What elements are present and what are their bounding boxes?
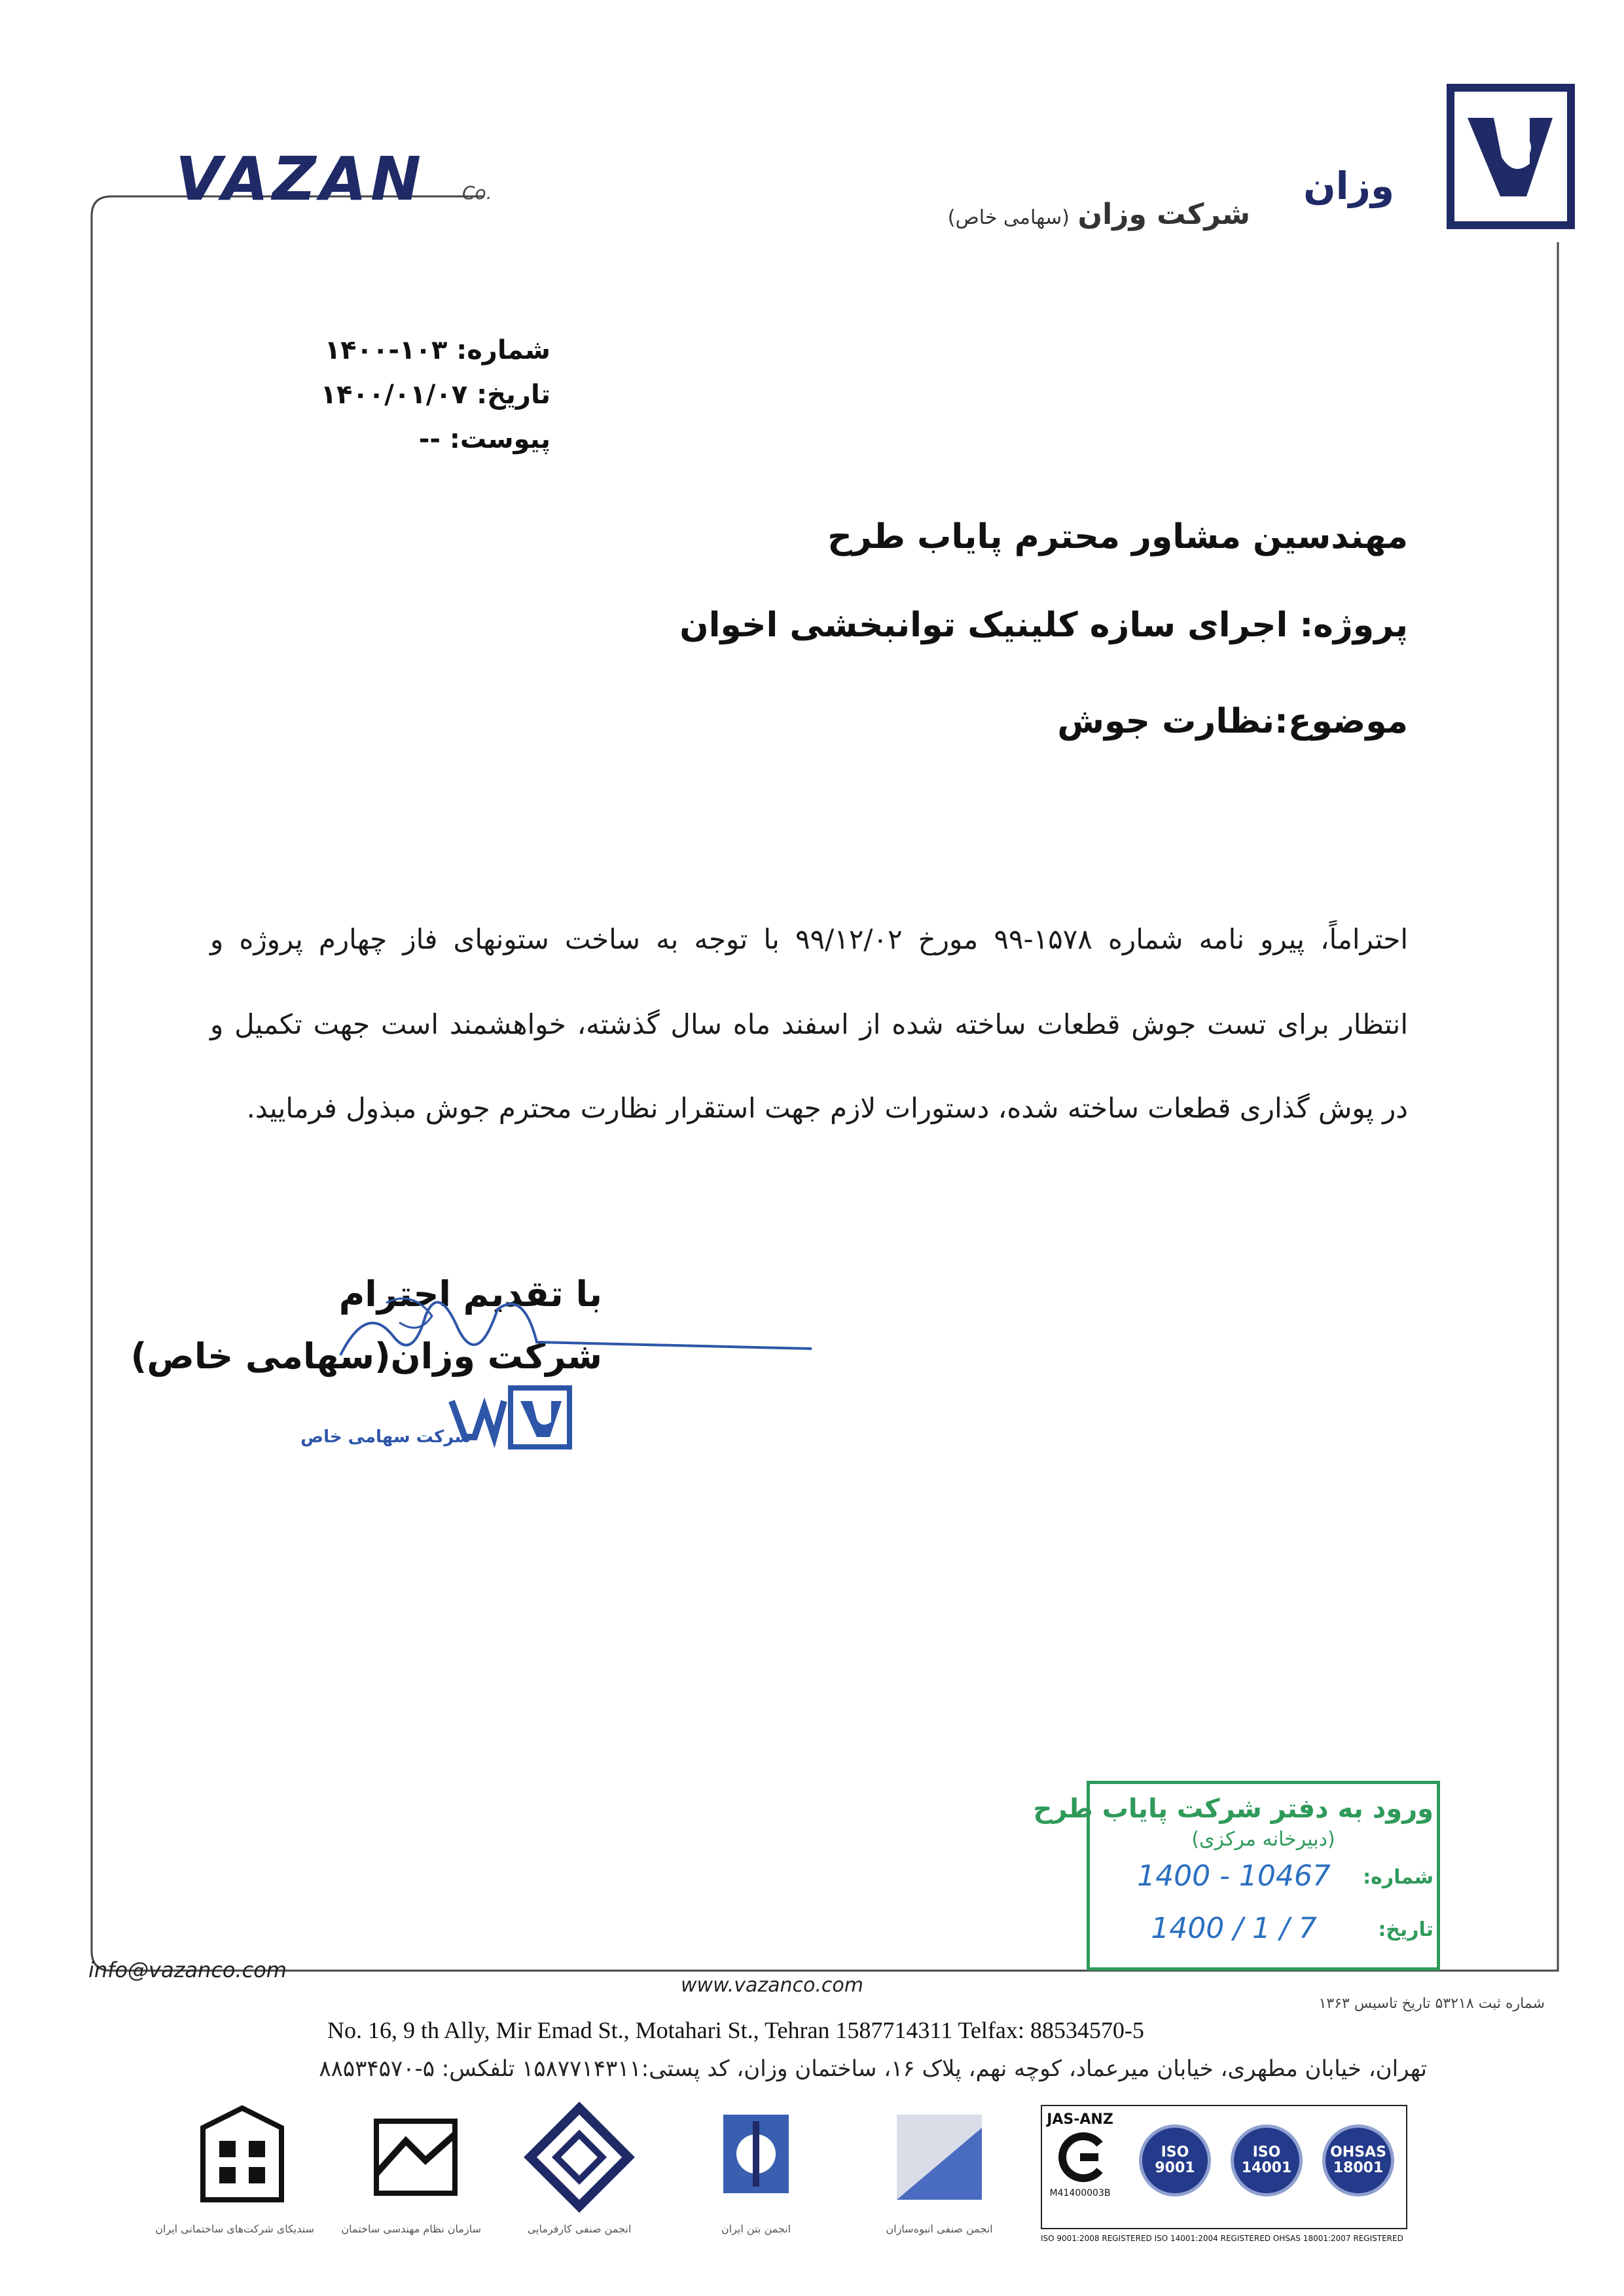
footer-email[interactable]: info@vazanco.com (88, 1958, 287, 1982)
letter-date: تاریخ: ۱۴۰۰/۰۱/۰۷ (320, 380, 550, 410)
iso-9001-badge: ISO 9001 (1139, 2124, 1211, 2196)
recipient: مهندسین مشاور محترم پایاب طرح (827, 517, 1408, 556)
concrete-assoc-logo-icon (713, 2102, 799, 2219)
body-line-1: احتراماً، پیرو نامه شماره ۱۵۷۸-۹۹ مورخ ۹۹/۱۲/۰۲ با توجه به ساخت ستونهای فاز چهارم پروژه و (210, 923, 1408, 955)
body-line-3: در پوش گذاری قطعات ساخته شده، دستورات لازم جهت استقرار نظارت محترم جوش مبذول فرمایید. (246, 1092, 1408, 1124)
builders-assoc-logo-icon (890, 2102, 988, 2219)
brand-name-en: VAZAN (175, 144, 425, 214)
address-en: No. 16, 9 th Ally, Mir Emad St., Motahari St., Tehran 1587714311 Telfax: 88534570-5 (327, 2017, 1144, 2043)
registration-info: شماره ثبت ۵۳۲۱۸ تاریخ تاسیس ۱۳۶۳ (1318, 1995, 1545, 2012)
closing: با تقدیم احترام (338, 1273, 602, 1315)
received-stamp-subtitle: (دبیرخانه مرکزی) (1191, 1828, 1335, 1851)
assoc-4-caption: انجمن بتن ایران (721, 2223, 791, 2235)
syndicate-logo-icon (190, 2102, 295, 2219)
letter-number: شماره: ۱۰۳-۱۴۰۰ (324, 335, 550, 365)
received-number-value: 1400 - 10467 (1137, 1859, 1331, 1893)
body-line-2: انتظار برای تست جوش قطعات ساخته شده از اسفند ماه سال گذشته، خواهشمند است جهت تکمیل و (210, 1008, 1408, 1040)
letter-attachment: پیوست: -- (418, 424, 550, 454)
iso-registration-line: ISO 9001:2008 REGISTERED ISO 14001:2004 REGISTERED OHSAS 18001:2007 REGISTERED (1041, 2234, 1403, 2243)
company-name-fa (947, 198, 1250, 231)
iso-14001-badge: ISO 14001 (1231, 2124, 1303, 2196)
received-date-label: تاریخ: (1378, 1918, 1434, 1941)
project-title: پروژه: اجرای سازه کلینیک توانبخشی اخوان (679, 606, 1408, 645)
received-number-label: شماره: (1363, 1866, 1434, 1889)
footer-website[interactable]: www.vazanco.com (681, 1974, 863, 1997)
received-stamp-title: ورود به دفتر شرکت پایاب طرح (1033, 1794, 1434, 1824)
assoc-5-caption: انجمن صنفی انبوه‌سازان (886, 2223, 993, 2235)
assoc-3-caption: انجمن صنفی کارفرمایی (527, 2223, 632, 2235)
address-fa: تهران، خیابان مطهری، خیابان میرعماد، کوچه نهم، پلاک ۱۶، ساختمان وزان، کد پستی:۱۵۸۷۷۱۴۳۱۱ تلفکس: ۵-۸۸۵۳۴۵۷۰ (319, 2056, 1427, 2082)
vazan-logo-icon (1447, 84, 1575, 229)
received-date-value: 1400 / 1 / 7 (1151, 1912, 1317, 1945)
subject: موضوع:نظارت جوش (1057, 702, 1408, 741)
brand-suffix: Co. (462, 182, 492, 204)
engineering-org-logo-icon (367, 2102, 465, 2219)
stamp-caption: شرکت سهامی خاص (300, 1427, 471, 1447)
jas-anz-logo-icon (1054, 2131, 1106, 2183)
assoc-2-caption: سازمان نظام مهندسی ساختمان (341, 2223, 481, 2235)
brand-name-fa: وزان (1303, 164, 1394, 208)
contractor-assoc-logo-icon (524, 2102, 635, 2219)
assoc-1-caption: سندیکای شرکت‌های ساختمانی ایران (155, 2223, 314, 2235)
jas-anz-label: JAS-ANZ (1047, 2111, 1113, 2128)
signature-icon (327, 1277, 825, 1381)
signatory: شرکت وزان(سهامی خاص) (130, 1336, 602, 1377)
company-type: (سهامی خاص) (947, 206, 1070, 229)
jas-anz-code: M41400003B (1049, 2188, 1111, 2198)
ohsas-18001-badge: OHSAS 18001 (1322, 2124, 1394, 2196)
company-label: شرکت وزان (1077, 198, 1250, 231)
